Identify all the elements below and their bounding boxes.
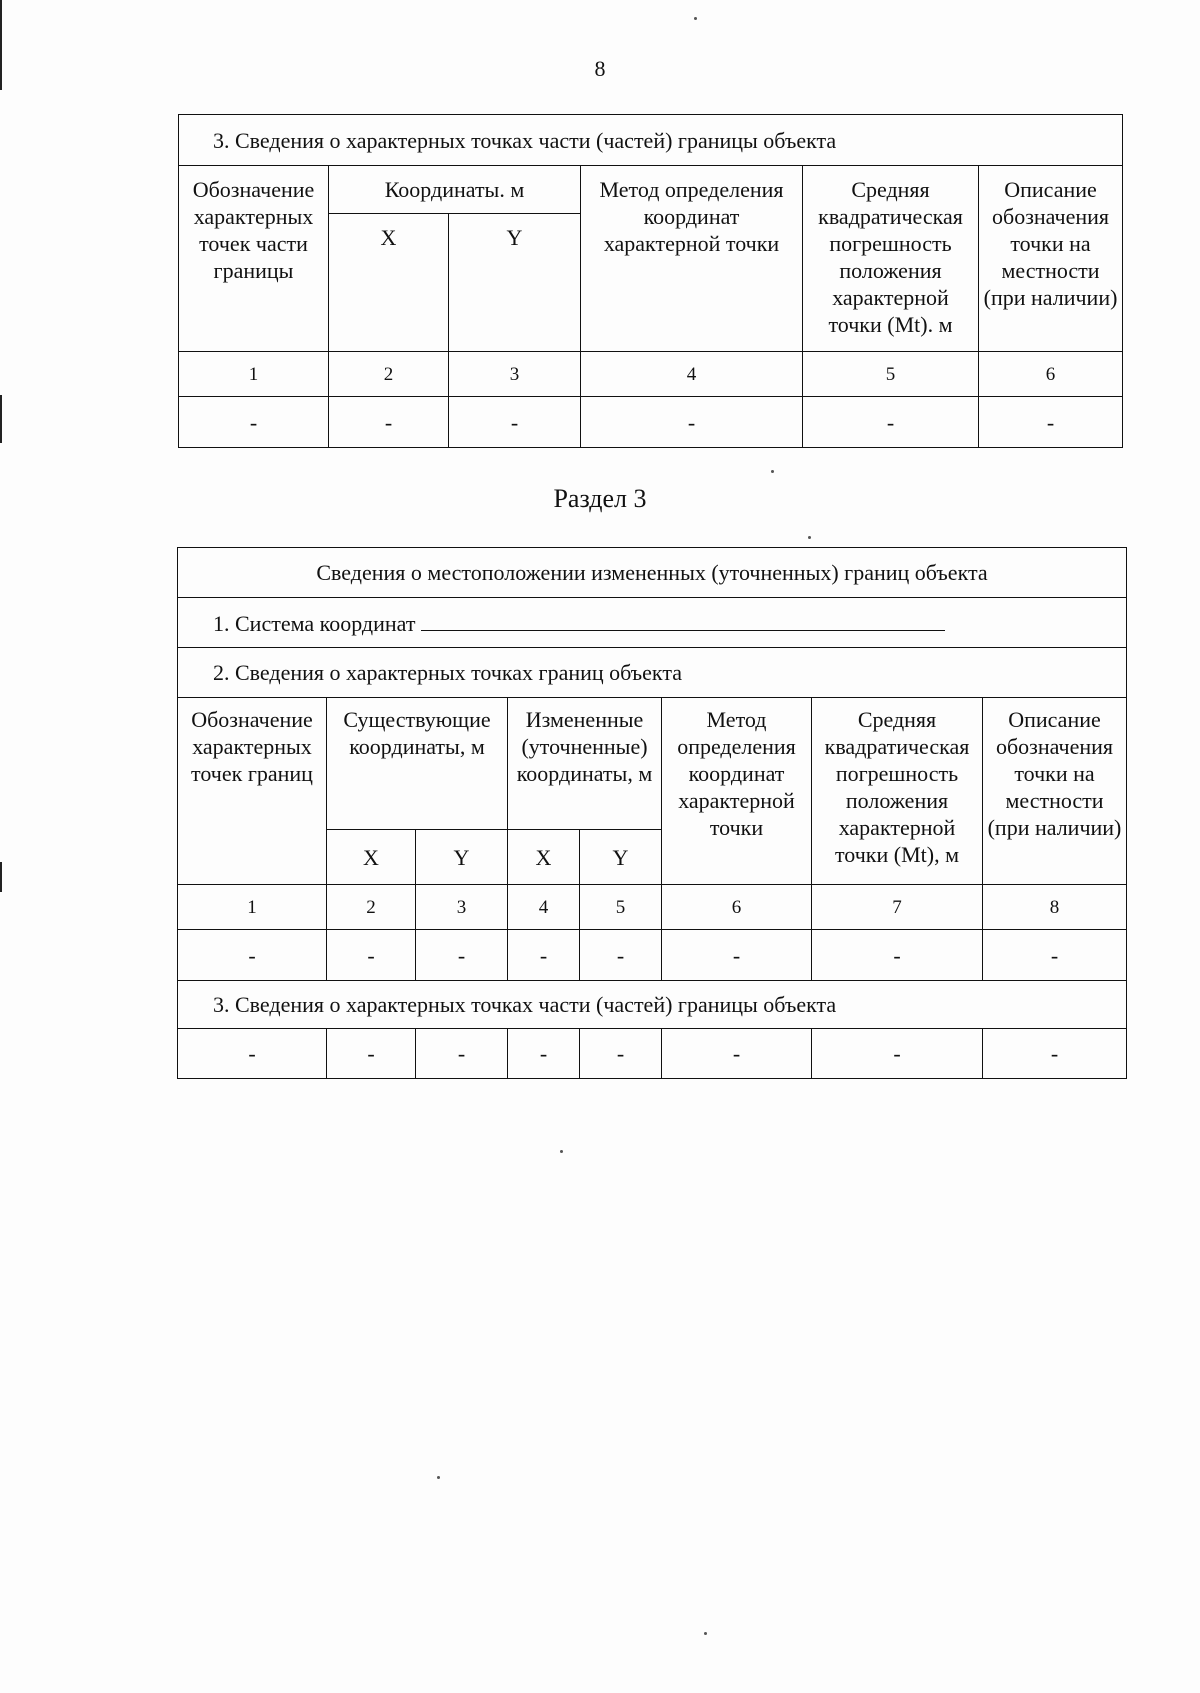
- column-number: 1: [179, 352, 329, 397]
- table-cell: -: [580, 930, 662, 981]
- table-cell: -: [979, 397, 1123, 448]
- table-cell: -: [416, 1029, 508, 1079]
- table-cell: -: [983, 930, 1127, 981]
- table-cell: -: [803, 397, 979, 448]
- column-number: 5: [580, 885, 662, 930]
- header-method: Метод определения координат характерной точки: [581, 166, 803, 352]
- header-method: Метод определения координат характерной точки: [662, 698, 812, 885]
- part-boundary-points-table: [178, 114, 1123, 448]
- column-number: 4: [581, 352, 803, 397]
- header-designation: Обозначение характерных точек границ: [178, 698, 327, 885]
- table-cell: -: [983, 1029, 1127, 1079]
- table-cell: -: [581, 397, 803, 448]
- table-cell: -: [662, 1029, 812, 1079]
- column-number: 4: [508, 885, 580, 930]
- column-number: 8: [983, 885, 1127, 930]
- table-cell: -: [329, 397, 449, 448]
- scan-edge-mark: [0, 395, 2, 443]
- coordinate-system-blank-line: [421, 608, 945, 631]
- points-subtitle: 2. Сведения о характерных точках границ объекта: [178, 648, 1127, 698]
- scan-speck: [771, 470, 774, 473]
- column-number: 1: [178, 885, 327, 930]
- scan-speck: [808, 536, 811, 539]
- header-existing-coordinates: Существующие координаты, м: [327, 698, 508, 830]
- header-changed-coordinates: Измененные (уточненные) координаты, м: [508, 698, 662, 830]
- header-y: Y: [449, 214, 581, 352]
- table-cell: -: [178, 1029, 327, 1079]
- header-error: Средняя квадратическая погрешность положения характерной точки (Mt). м: [803, 166, 979, 352]
- table-cell: -: [327, 930, 416, 981]
- scan-speck: [704, 1632, 707, 1635]
- column-number: 5: [803, 352, 979, 397]
- header-description: Описание обозначения точки на местности (при наличии): [983, 698, 1127, 885]
- table-title: 3. Сведения о характерных точках части (частей) границы объекта: [179, 115, 1123, 166]
- table-cell: -: [327, 1029, 416, 1079]
- header-x: X: [327, 830, 416, 885]
- header-x: X: [508, 830, 580, 885]
- header-description: Описание обозначения точки на местности (при наличии): [979, 166, 1123, 352]
- scan-edge-mark: [0, 862, 2, 892]
- table-cell: -: [662, 930, 812, 981]
- table-cell: -: [812, 1029, 983, 1079]
- column-number: 2: [327, 885, 416, 930]
- column-number: 6: [979, 352, 1123, 397]
- page-number: 8: [594, 56, 606, 81]
- column-number: 3: [416, 885, 508, 930]
- column-number: 2: [329, 352, 449, 397]
- table-cell: -: [508, 930, 580, 981]
- table-cell: -: [508, 1029, 580, 1079]
- table-cell: -: [580, 1029, 662, 1079]
- table-title: Сведения о местоположении измененных (уточненных) границ объекта: [178, 548, 1127, 598]
- table-cell: -: [812, 930, 983, 981]
- header-y: Y: [416, 830, 508, 885]
- changed-boundaries-table: [177, 547, 1127, 1079]
- scan-speck: [560, 1150, 563, 1153]
- table-cell: -: [179, 397, 329, 448]
- part-points-subtitle: 3. Сведения о характерных точках части (частей) границы объекта: [178, 981, 1127, 1029]
- coordinate-system-row: [178, 598, 1127, 648]
- column-number: 7: [812, 885, 983, 930]
- coordinate-system-label: 1. Система координат: [213, 611, 416, 636]
- scan-speck: [437, 1476, 440, 1479]
- header-designation: Обозначение характерных точек части границы: [179, 166, 329, 352]
- table-cell: -: [449, 397, 581, 448]
- column-number: 6: [662, 885, 812, 930]
- header-x: X: [329, 214, 449, 352]
- column-number: 3: [449, 352, 581, 397]
- header-y: Y: [580, 830, 662, 885]
- table-cell: -: [416, 930, 508, 981]
- header-coordinates: Координаты. м: [329, 166, 581, 214]
- table-cell: -: [178, 930, 327, 981]
- scan-speck: [694, 17, 697, 20]
- header-error: Средняя квадратическая погрешность положения характерной точки (Mt), м: [812, 698, 983, 885]
- section-title: Раздел 3: [553, 484, 647, 513]
